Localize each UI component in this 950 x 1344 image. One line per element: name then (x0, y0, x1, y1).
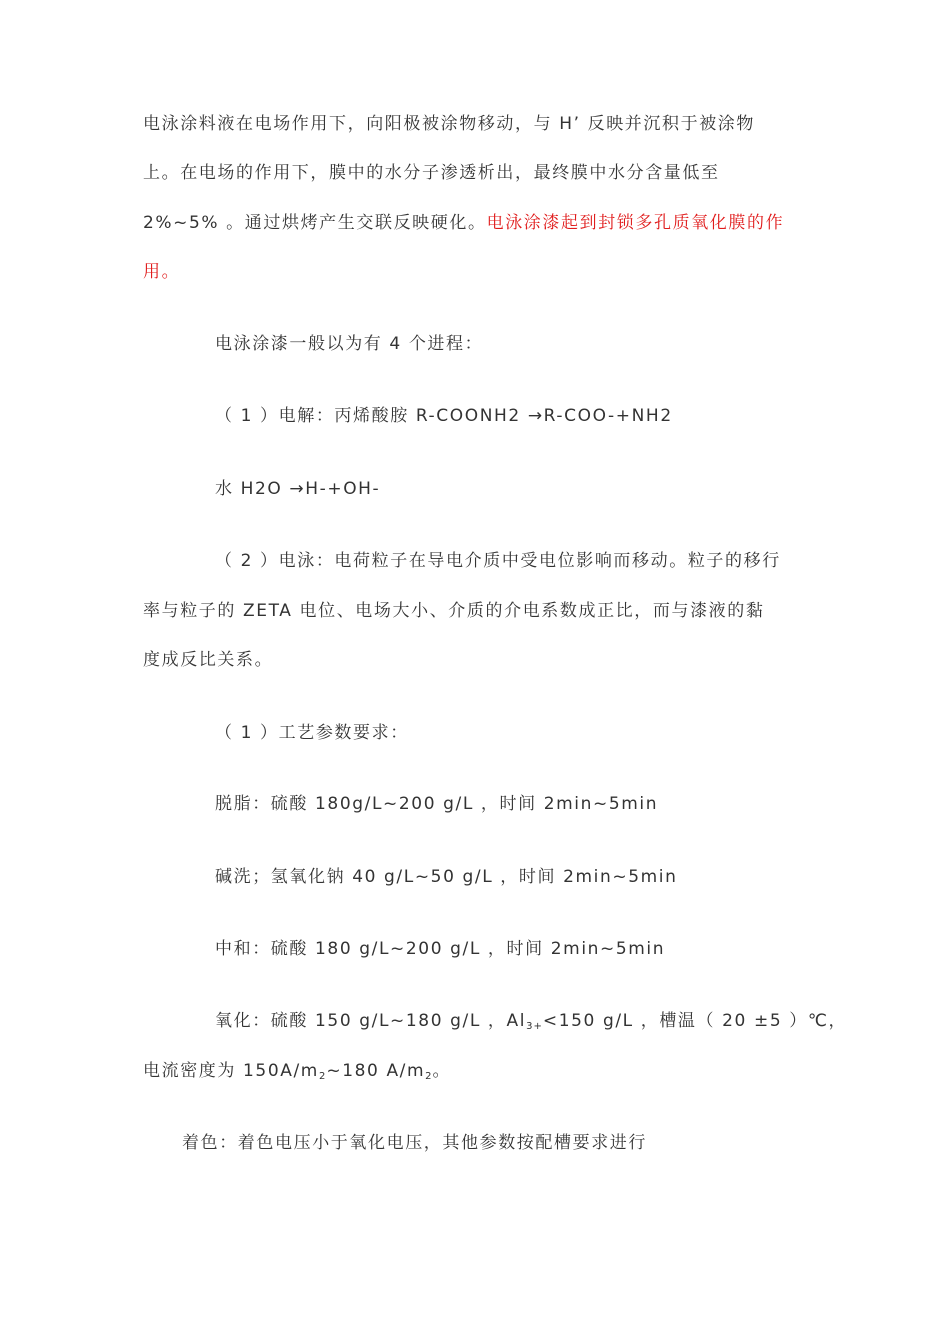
current-density-b: ~180 A/m (326, 1061, 426, 1081)
paragraph1-line2: 上。在电场的作用下，膜中的水分子渗透析出，最终膜中水分含量低至 (143, 163, 720, 183)
neutralize-line: 中和：硫酸 180 g/L~200 g/L ，时间 2min~5min (215, 939, 666, 959)
params-heading: （ 1 ）工艺参数要求： (215, 723, 409, 743)
step1-electrolysis: （ 1 ）电解：丙烯酸胺 R-COONH2 →R-COO-+NH2 (215, 406, 673, 426)
coloring-line: 着色：着色电压小于氧化电压，其他参数按配槽要求进行 (182, 1133, 647, 1153)
current-density-c: 。 (432, 1061, 452, 1081)
current-density-a: 电流密度为 150A/m (143, 1061, 319, 1081)
step1-water: 水 H2O →H-+OH- (215, 479, 381, 499)
step2-line1: （ 2 ）电泳：电荷粒子在导电介质中受电位影响而移动。粒子的移行 (215, 551, 781, 571)
paragraph1-line1: 电泳涂料液在电场作用下，向阳极被涂物移动，与 H’ 反映并沉积于被涂物 (143, 114, 755, 134)
oxidation-line2 (143, 1059, 451, 1089)
oxidation-line1 (215, 1009, 847, 1039)
oxidation-text-b: <150 g/L ，槽温（ 20 ±5 ）℃， (542, 1011, 848, 1031)
alkali-wash-line: 碱洗；氢氧化钠 40 g/L~50 g/L ，时间 2min~5min (215, 867, 678, 887)
highlight-text-end: 用。 (143, 262, 181, 282)
oxidation-text-a: 氧化：硫酸 150 g/L~180 g/L ，Al (215, 1011, 527, 1031)
unit-subscript-2: 2 (425, 1071, 433, 1082)
paragraph1-line3-text: 2%~5% 。通过烘烤产生交联反映硬化。 (143, 213, 487, 233)
process-intro: 电泳涂漆一般以为有 4 个进程： (215, 334, 484, 354)
unit-subscript-1: 2 (318, 1071, 327, 1082)
degrease-line: 脱脂：硫酸 180g/L~200 g/L ，时间 2min~5min (215, 794, 659, 814)
highlight-text: 电泳涂漆起到封锁多孔质氧化膜的作 (486, 213, 785, 233)
al-subscript: 3+ (526, 1021, 543, 1032)
step2-line3: 度成反比关系。 (143, 650, 274, 670)
paragraph1-line3 (143, 211, 784, 235)
step2-line2: 率与粒子的 ZETA 电位、电场大小、介质的介电系数成正比，而与漆液的黏 (143, 601, 765, 621)
